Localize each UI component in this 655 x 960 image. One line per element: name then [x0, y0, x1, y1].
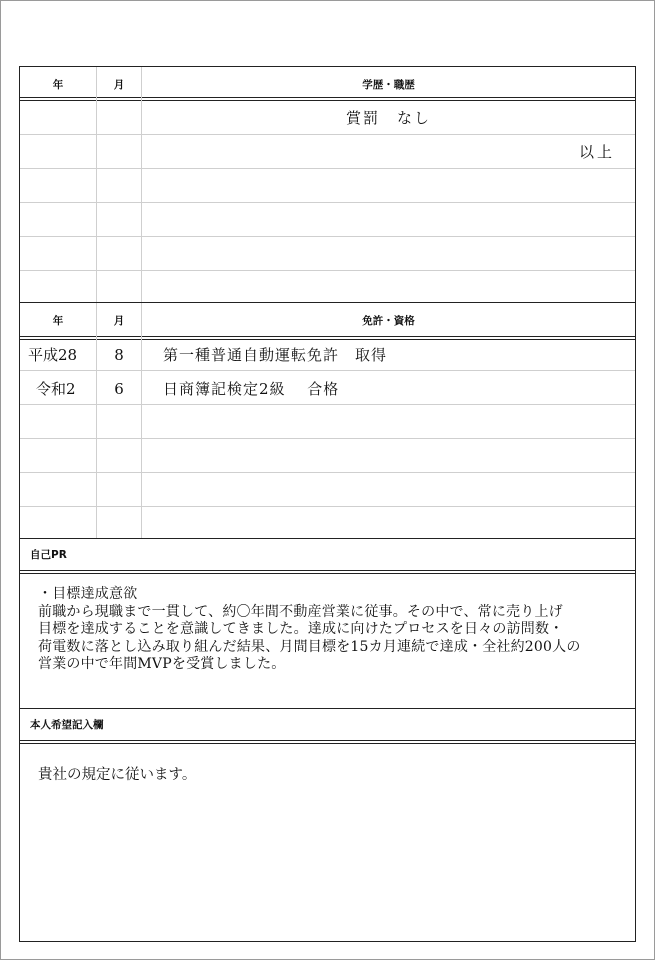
- history-header-year: 年: [52, 79, 64, 91]
- history-row-line: [20, 202, 635, 203]
- self-pr-divider: [20, 570, 635, 574]
- resume-form: [19, 66, 636, 942]
- history-row-line: [20, 236, 635, 237]
- license-row-month: 6: [114, 380, 124, 398]
- history-row-line: [20, 134, 635, 135]
- license-row-line: [20, 370, 635, 371]
- section-divider: [20, 302, 635, 303]
- history-col-divider: [96, 67, 97, 302]
- self-pr-line: 目標を達成することを意識してきました。達成に向けたプロセスを日々の訪問数・: [38, 621, 564, 637]
- history-col-divider: [141, 67, 142, 302]
- history-header-divider: [20, 97, 635, 101]
- self-pr-line: 営業の中で年間MVPを受賞しました。: [38, 656, 286, 672]
- license-row-text: 日商簿記検定2級 合格: [163, 380, 340, 398]
- license-col-divider: [96, 303, 97, 538]
- self-pr-label: 自己PR: [30, 549, 67, 561]
- license-header-year: 年: [52, 315, 64, 327]
- license-row-year: 令和2: [36, 380, 76, 398]
- license-header-month: 月: [113, 315, 125, 327]
- history-header-content: 学歴・職歴: [362, 79, 415, 91]
- self-pr-body: [38, 586, 628, 674]
- license-header-content: 免許・資格: [362, 315, 415, 327]
- wishes-text: 貴社の規定に従います。: [38, 767, 197, 783]
- self-pr-heading: ・目標達成意欲: [38, 586, 138, 602]
- wishes-divider: [20, 740, 635, 744]
- section-divider: [20, 538, 635, 539]
- license-row-line: [20, 506, 635, 507]
- license-row-month: 8: [114, 346, 124, 364]
- history-header-month: 月: [113, 79, 125, 91]
- self-pr-line: 荷電数に落とし込み取り組んだ結果、月間目標を15カ月連続で達成・全社約200人の: [38, 638, 581, 655]
- license-row-text: 第一種普通自動運転免許 取得: [163, 346, 388, 364]
- self-pr-line: 前職から現職まで一貫して、約〇年間不動産営業に従事。その中で、常に売り上げ: [38, 603, 563, 620]
- history-row-text: 賞罰 なし: [346, 109, 432, 127]
- license-col-divider: [141, 303, 142, 538]
- license-row-line: [20, 472, 635, 473]
- history-row-text: 以上: [578, 143, 615, 161]
- history-row-line: [20, 168, 635, 169]
- wishes-label: 本人希望記入欄: [30, 719, 104, 731]
- license-row-year: 平成28: [28, 346, 78, 364]
- license-header-divider: [20, 336, 635, 340]
- section-divider: [20, 708, 635, 709]
- history-row-line: [20, 270, 635, 271]
- license-row-line: [20, 438, 635, 439]
- license-row-line: [20, 404, 635, 405]
